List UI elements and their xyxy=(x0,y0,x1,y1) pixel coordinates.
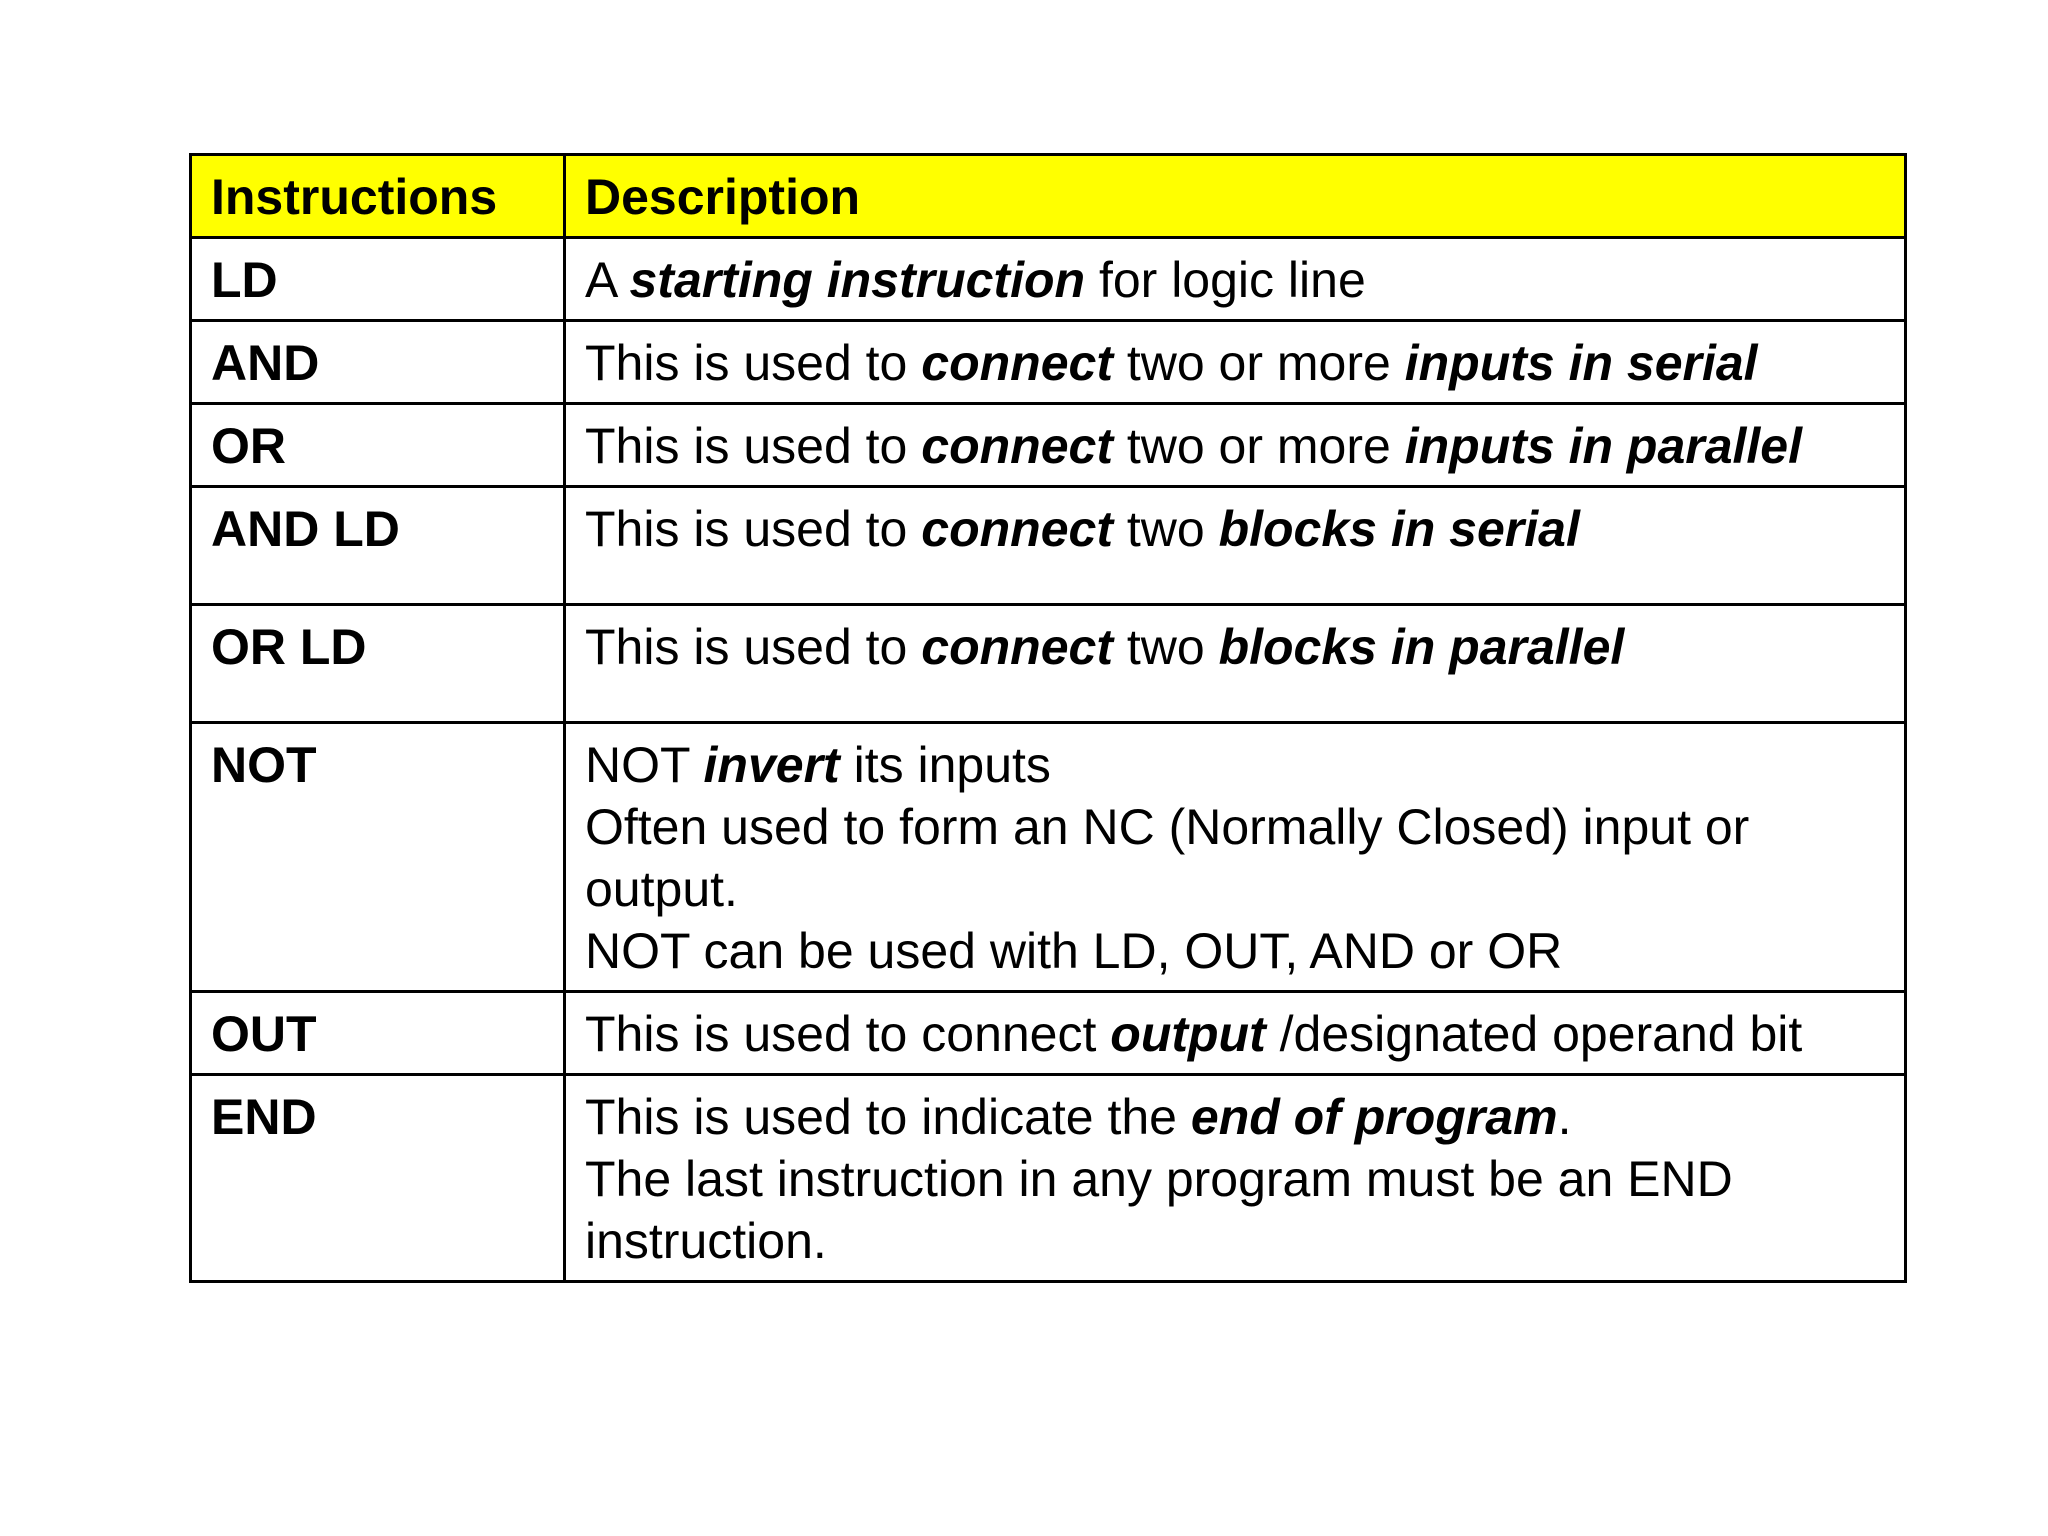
description-text: This is used to xyxy=(585,619,922,675)
emphasized-text: inputs in serial xyxy=(1404,335,1758,391)
description-cell xyxy=(565,1075,1906,1282)
instruction-cell: NOT xyxy=(191,723,565,992)
description-text: for logic line xyxy=(1085,252,1366,308)
description-line xyxy=(585,415,1885,477)
description-line xyxy=(585,920,1885,982)
table-row xyxy=(191,404,1906,487)
emphasized-text: blocks in serial xyxy=(1218,501,1580,557)
description-text: This is used to indicate the xyxy=(585,1089,1191,1145)
description-line xyxy=(585,734,1885,796)
instruction-cell: END xyxy=(191,1075,565,1282)
emphasized-text: connect xyxy=(921,335,1113,391)
description-text: two xyxy=(1112,619,1219,675)
description-cell xyxy=(565,321,1906,404)
description-text: This is used to xyxy=(585,418,922,474)
instruction-cell: OUT xyxy=(191,992,565,1075)
description-text: The last instruction in any program must be an END instruction. xyxy=(585,1151,1733,1269)
description-text: NOT can be used with LD, OUT, AND or OR xyxy=(585,923,1563,979)
instruction-cell: OR xyxy=(191,404,565,487)
description-line xyxy=(585,498,1885,560)
table-row xyxy=(191,487,1906,605)
description-text: NOT xyxy=(585,737,704,793)
emphasized-text: inputs in parallel xyxy=(1404,418,1803,474)
description-line xyxy=(585,1148,1885,1272)
description-line xyxy=(585,249,1885,311)
description-text: This is used to xyxy=(585,501,922,557)
description-line xyxy=(585,1003,1885,1065)
table-body xyxy=(191,238,1906,1282)
table-header-row xyxy=(191,155,1906,238)
description-cell xyxy=(565,992,1906,1075)
instruction-cell: AND LD xyxy=(191,487,565,605)
instructions-table-container xyxy=(189,153,1904,1283)
table-row xyxy=(191,992,1906,1075)
table-row xyxy=(191,1075,1906,1282)
description-text: two xyxy=(1112,501,1219,557)
description-text: Often used to form an NC (Normally Closed) input or output. xyxy=(585,799,1750,917)
instruction-cell: LD xyxy=(191,238,565,321)
description-text: This is used to xyxy=(585,335,922,391)
description-text: /designated operand bit xyxy=(1265,1006,1803,1062)
description-text: two or more xyxy=(1112,335,1405,391)
header-instructions: Instructions xyxy=(191,155,565,238)
description-cell xyxy=(565,487,1906,605)
table-row xyxy=(191,723,1906,992)
table-row xyxy=(191,605,1906,723)
header-description: Description xyxy=(565,155,1906,238)
description-cell xyxy=(565,404,1906,487)
description-text: A xyxy=(585,252,630,308)
table-row xyxy=(191,321,1906,404)
emphasized-text: invert xyxy=(703,737,840,793)
description-line xyxy=(585,1086,1885,1148)
instructions-table xyxy=(189,153,1907,1283)
description-text: two or more xyxy=(1112,418,1405,474)
emphasized-text: output xyxy=(1110,1006,1266,1062)
instruction-cell: AND xyxy=(191,321,565,404)
emphasized-text: blocks in parallel xyxy=(1218,619,1625,675)
emphasized-text: connect xyxy=(921,501,1113,557)
description-line xyxy=(585,796,1885,920)
instruction-cell: OR LD xyxy=(191,605,565,723)
emphasized-text: starting instruction xyxy=(629,252,1086,308)
description-line xyxy=(585,332,1885,394)
description-text: This is used to connect xyxy=(585,1006,1111,1062)
table-row xyxy=(191,238,1906,321)
emphasized-text: connect xyxy=(921,619,1113,675)
description-cell xyxy=(565,238,1906,321)
emphasized-text: connect xyxy=(921,418,1113,474)
description-cell xyxy=(565,605,1906,723)
description-cell xyxy=(565,723,1906,992)
description-text: its inputs xyxy=(839,737,1051,793)
description-line xyxy=(585,616,1885,678)
emphasized-text: end of program xyxy=(1190,1089,1558,1145)
description-text: . xyxy=(1557,1089,1572,1145)
